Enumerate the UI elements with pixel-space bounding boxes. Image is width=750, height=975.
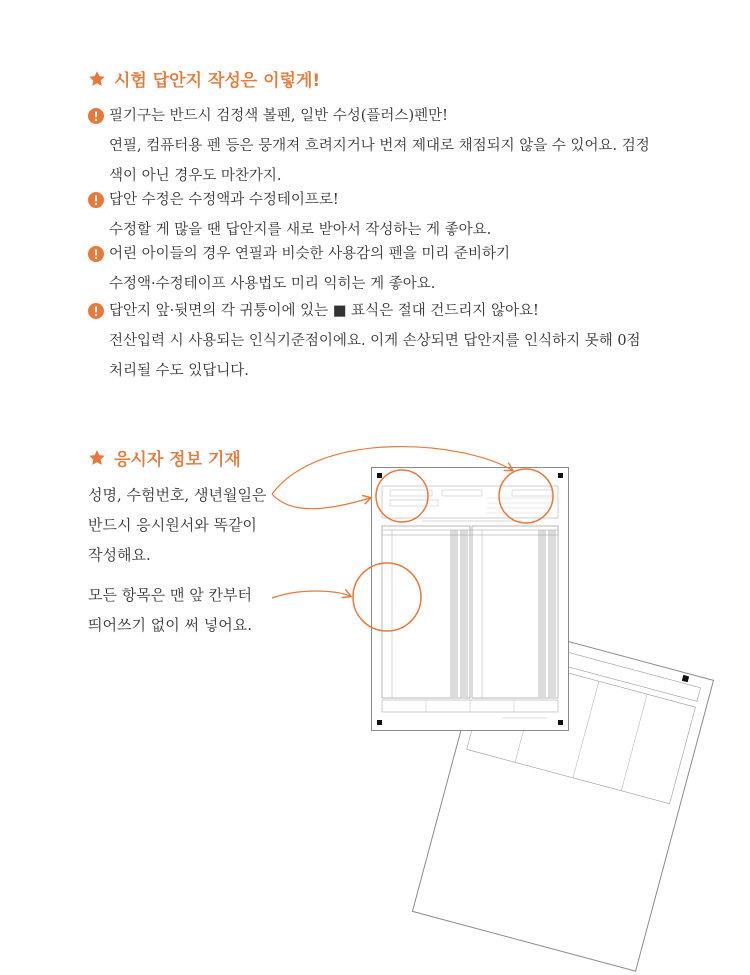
star-icon — [88, 70, 106, 88]
exclamation-icon — [88, 303, 104, 319]
exclamation-icon — [88, 108, 104, 124]
tip-heading: 답안지 앞·뒷면의 각 귀퉁이에 있는 ■ 표식은 절대 건드리지 않아요! — [109, 303, 539, 319]
star-icon — [88, 449, 106, 467]
tip-detail: 수정액·수정테이프 사용법도 미리 익히는 게 좋아요. — [109, 276, 436, 292]
tip-detail: 색이 아닌 경우도 마찬가지. — [109, 168, 282, 184]
section-title-text: 응시자 정보 기재 — [114, 450, 241, 470]
tip-heading: 어린 아이들의 경우 연필과 비슷한 사용감의 펜을 미리 준비하기 — [109, 246, 511, 262]
corner-marker — [377, 473, 382, 478]
tip-detail: 수정할 게 많을 땐 답안지를 새로 받아서 작성하는 게 좋아요. — [109, 222, 492, 238]
answer-sheet-drawing — [372, 468, 568, 730]
tip-detail: 전산입력 시 사용되는 인식기준점이에요. 이게 손상되면 답안지를 인식하지 못해 0점 — [109, 333, 641, 349]
exclamation-icon — [88, 246, 104, 262]
corner-marker — [377, 720, 382, 725]
section-title-text: 시험 답안지 작성은 이렇게! — [114, 71, 321, 91]
tip-detail: 처리될 수도 있답니다. — [109, 363, 249, 379]
corner-marker — [558, 720, 563, 725]
note-line: 작성해요. — [88, 546, 151, 564]
note-line: 반드시 응시원서와 똑같이 — [88, 516, 257, 534]
note-first-cell — [88, 580, 252, 640]
tip-detail: 연필, 컴퓨터용 펜 등은 뭉개져 흐려지거나 번져 제대로 채점되지 않을 수 있어요. 검정 — [109, 138, 650, 154]
tip-heading: 답안 수정은 수정액과 수정테이프로! — [109, 192, 339, 208]
tip-item-4 — [88, 296, 641, 386]
arrow-to-first-cell — [272, 591, 350, 598]
exclamation-icon — [88, 192, 104, 208]
section-title-applicant-info — [88, 445, 241, 470]
tip-item-3 — [88, 239, 510, 299]
tip-item-1 — [88, 101, 650, 191]
section-title-answer-sheet — [88, 66, 320, 91]
note-line: 성명, 수험번호, 생년월일은 — [88, 486, 267, 504]
corner-marker — [558, 473, 563, 478]
note-line: 띄어쓰기 없이 써 넣어요. — [88, 616, 252, 634]
note-line: 모든 항목은 맨 앞 칸부터 — [88, 586, 252, 604]
note-identity-fields — [88, 480, 266, 570]
arrow-to-name — [272, 494, 370, 509]
tip-heading: 필기구는 반드시 검정색 볼펜, 일반 수성(플러스)펜만! — [109, 108, 448, 124]
tip-item-2 — [88, 185, 491, 245]
answer-sheet-illustration — [371, 467, 569, 731]
